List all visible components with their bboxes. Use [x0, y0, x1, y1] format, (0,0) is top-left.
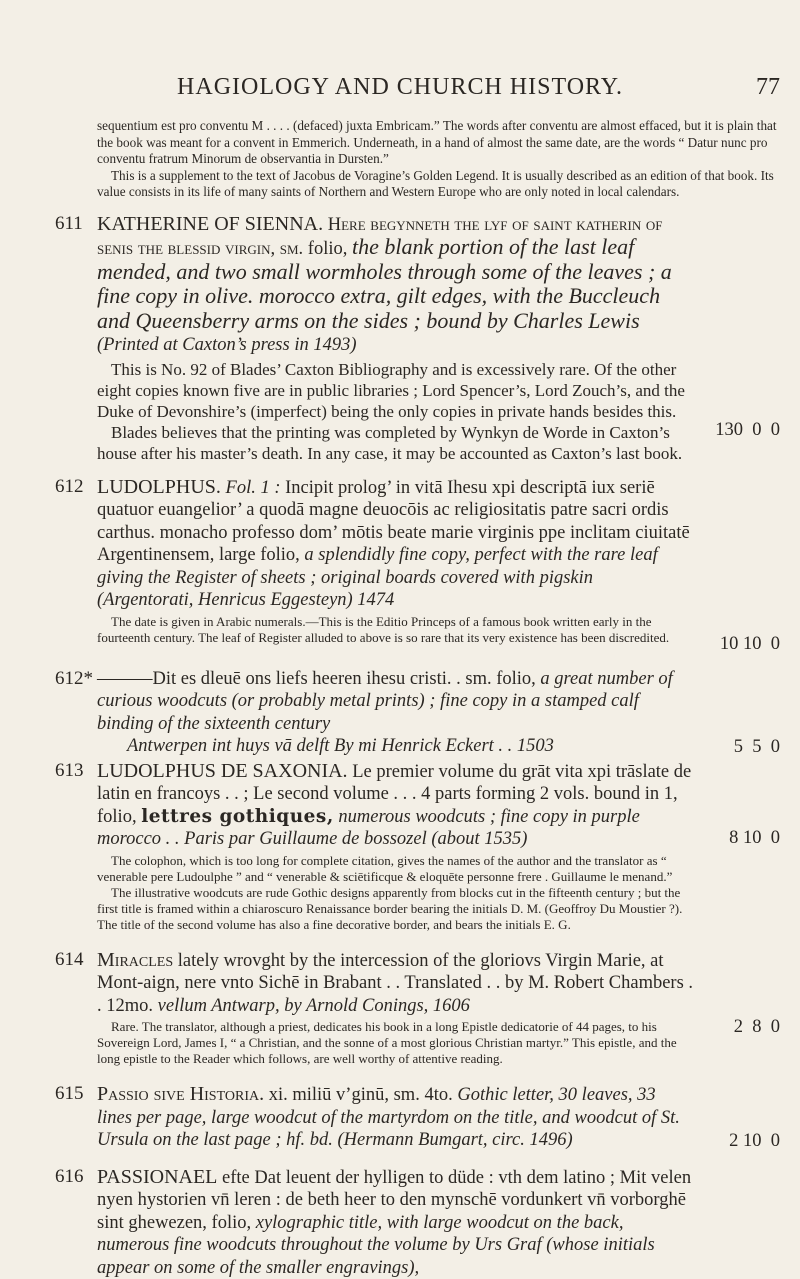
- entry-heading: LUDOLPHUS DE SAXONIA.: [97, 760, 348, 782]
- entry-number: 611: [55, 213, 83, 235]
- entry-heading: PASSIONAEL: [97, 1166, 217, 1188]
- entry-imprint: (Printed at Caxton’s press in 1493): [97, 335, 357, 355]
- entry-note: The illustrative woodcuts are rude Gothic designs apparently from blocks cut in the fifteenth century ; but the first title is framed within a chiaroscuro Renaissance border bearing the initials D. M. (Geoffroy Du Moustier ?). The title of the second volume has also a fine decorative border, and bears the initials E. G.: [97, 885, 694, 933]
- continued-note-text-1: sequentium est pro conventu M . . . . (defaced) juxta Embricam.” The words after conventu are almost effaced, but it is plain that the book was meant for a convent in Emmerich. Underneath, in a hand of almost the same date, are the words “ Datur nunc pro conventu fratrum Minorum de observantia in Dursten.”: [97, 118, 780, 168]
- entry-title: Le premier volume du grāt vita xpi trāslate de latin en francoys . . ; Le second volume . . . 4 parts forming 2 vols. bound in 1, folio,: [97, 762, 691, 827]
- catalogue-entry-612: [55, 476, 780, 646]
- entry-heading: Miracles: [97, 949, 173, 971]
- catalogue-entry-615: [55, 1083, 780, 1152]
- entry-volume: Fol. 1 :: [226, 478, 281, 498]
- entry-price: 130 0 0: [694, 420, 780, 441]
- continued-note: [55, 118, 780, 201]
- entry-number: 612: [55, 476, 84, 498]
- catalogue-entry-614: [55, 949, 780, 1068]
- entry-price: 8 10 0: [694, 828, 780, 849]
- entry-note: Rare. The translator, although a priest, dedicates his book in a long Epistle dedicatorie of 44 pages, to his Sovereign Lord, James I, “ a Christian, and the sonne of a most glorious Christian martyr.” This epistle, and the long epistle to the Reader which follows, are well worthy of attentive reading.: [97, 1019, 694, 1067]
- catalogue-entry-616: [55, 1166, 780, 1279]
- entry-description: a splendidly fine copy, perfect with the rare leaf giving the Register of sheets ; original boards covered with pigskin: [97, 545, 658, 588]
- entry-note: This is No. 92 of Blades’ Caxton Bibliography and is excessively rare. Of the other eight copies known five are in public libraries ; Lord Spencer’s, Lord Zouch’s, and the Duke of Devonshire’s (imperfect) being the only copies in private hands besides this.: [97, 359, 694, 422]
- entry-note: Blades believes that the printing was completed by Wynkyn de Worde in Caxton’s house after his master’s death. In any case, it may be accounted as Caxton’s last book.: [97, 422, 694, 464]
- entry-title: lately wrovght by the intercession of the gloriovs Virgin Marie, at Mont-aign, nere vnto Sichē in Brabant . . Translated . . by M. Robert Chambers . . 12mo.: [97, 951, 693, 1016]
- entry-title: efte Dat leuent der hylligen to düde : vth dem latino ; Mit velen nyen hystorien vn̄ leren : de beth heer to den mynschē vordunkert vn̄ vorborghē sint ghewezen, folio,: [97, 1168, 691, 1233]
- entry-note: The date is given in Arabic numerals.—This is the Editio Princeps of a famous book written early in the fourteenth century. The leaf of Register alluded to above is so rare that its very existence has been discredited.: [97, 614, 694, 646]
- running-head: [0, 74, 800, 104]
- entry-title: Here begynneth the lyf of saint katherin of senis the blessid virgin, sm.: [97, 215, 663, 260]
- entry-title: xi. miliū v’ginū, sm. 4to.: [269, 1085, 453, 1105]
- entry-format: folio,: [308, 239, 348, 259]
- entry-imprint: Antwerpen int huys vā delft By mi Henrick Eckert . . 1503: [97, 735, 694, 758]
- entry-title: Incipit prolog’ in vitā Ihesu xpi descriptā iux seriē quatuor euangelior’ a quodā magne deuocōis ac religiositatis patre sacri ordis carthus. monacho professo dom’ mōtis beate marie virginis ppe inclitam ciuitatē Argentinensem, large folio,: [97, 478, 690, 566]
- page-number: 77: [756, 74, 780, 101]
- entry-number: 614: [55, 949, 84, 971]
- entry-heading: LUDOLPHUS.: [97, 476, 221, 498]
- entry-description: a great number of curious woodcuts (or probably metal prints) ; fine copy in a stamped calf binding of the sixteenth century: [97, 669, 673, 734]
- entry-description: numerous woodcuts ; fine copy in purple morocco: [97, 807, 640, 850]
- entry-price: 2 8 0: [694, 1017, 780, 1038]
- catalogue-entry-613: [55, 760, 780, 933]
- entry-note: The colophon, which is too long for complete citation, gives the names of the author and the translator as “ venerable pere Ludoulphe ” and “ venerable & sciētificque & eloquēte personne frere . Guillaume le menand.”: [97, 853, 694, 885]
- entry-description: vellum Antwarp, by Arnold Conings, 1606: [158, 996, 470, 1016]
- catalogue-entry-612-star: [55, 668, 780, 758]
- entry-imprint: . . Paris par Guillaume de bossozel (about 1535): [166, 829, 528, 849]
- entry-price: 5 5 0: [694, 737, 780, 758]
- entry-imprint: (Argentorati, Henricus Eggesteyn) 1474: [97, 590, 394, 610]
- entry-title: ———Dit es dleuē ons liefs heeren ihesu cristi. . sm. folio,: [97, 669, 536, 689]
- entry-number: 616: [55, 1166, 84, 1188]
- page-title: HAGIOLOGY AND CHURCH HISTORY.: [0, 74, 800, 101]
- entry-blackletter: lettres gothiques,: [141, 806, 334, 827]
- entry-description: xylographic title, with large woodcut on the back, numerous fine woodcuts throughout the volume by Urs Graf (whose initials appear on some of the smaller engravings),: [97, 1213, 655, 1278]
- catalogue-entry-611: [55, 213, 780, 464]
- entry-description: Gothic letter, 30 leaves, 33 lines per page, large woodcut of the martyrdom on the title, and woodcut of St. Ursula on the last page ; hf. bd.: [97, 1085, 680, 1150]
- entry-heading: KATHERINE OF SIENNA.: [97, 213, 323, 235]
- continued-note-text-2: This is a supplement to the text of Jacobus de Voragine’s Golden Legend. It is usually described as an edition of that book. Its value consists in its life of many saints of Northern and Western Europe who are only noted in local calendars.: [97, 168, 780, 201]
- entry-description: the blank portion of the last leaf mended, and two small wormholes through some of the leaves ; a fine copy in olive. morocco extra, gilt edges, with the Buccleuch and Queensberry arms on the sides ; bound by Charles Lewis: [97, 234, 672, 333]
- entry-number: 615: [55, 1083, 84, 1105]
- entry-number: 612*: [55, 668, 93, 690]
- catalogue-content: [55, 118, 780, 1279]
- entry-price: 10 10 0: [694, 634, 780, 655]
- entry-number: 613: [55, 760, 84, 782]
- entry-price: 2 10 0: [694, 1131, 780, 1152]
- entry-heading: Passio sive Historia.: [97, 1083, 264, 1105]
- entry-imprint: (Hermann Bumgart, circ. 1496): [338, 1130, 573, 1150]
